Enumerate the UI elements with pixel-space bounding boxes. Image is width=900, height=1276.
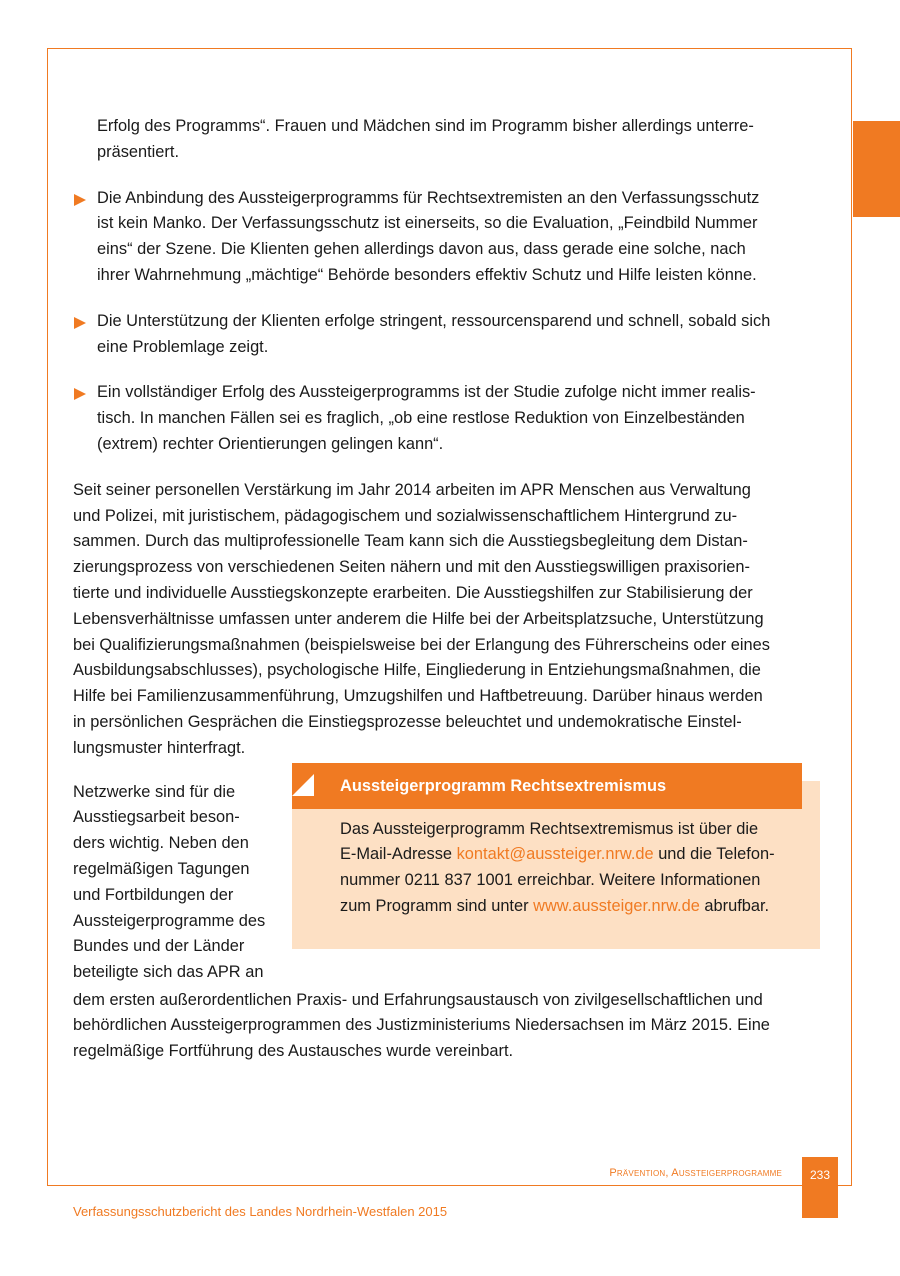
text-line: Die Unterstützung der Klienten erfolge stringent, ressourcensparend und schnell, sobald sich [97, 311, 771, 330]
email-link[interactable]: kontakt@aussteiger.nrw.de [456, 845, 654, 864]
text-segment: E-Mail-Adresse [340, 845, 457, 864]
text-line [340, 894, 815, 920]
text-line: zierungsprozess von verschiedenen Seiten nähern und mit den Ausstiegswilligen praxisorien- [73, 558, 750, 577]
text-line: Die Anbindung des Aussteigerprogramms für Rechtsextremisten an den Verfassungsschutz [97, 188, 760, 207]
footer-section-label [609, 1167, 782, 1179]
footer-report-title: Verfassungsschutzbericht des Landes Nordrhein-Westfalen 2015 [73, 1204, 448, 1219]
info-box [292, 776, 820, 949]
body-paragraph [73, 478, 803, 762]
text-line: Lebensverhältnisse umfassen unter anderem die Hilfe bei der Arbeitsplatzsuche, Unterstützung [73, 609, 764, 628]
text-line: Ein vollständiger Erfolg des Aussteigerprogramms ist der Studie zufolge nicht immer realis- [97, 383, 756, 402]
text-line: ist kein Manko. Der Verfassungsschutz ist einerseits, so die Evaluation, „Feindbild Nummer [97, 214, 758, 233]
text-line: nummer 0211 837 1001 erreichbar. Weitere Informationen [340, 871, 761, 890]
text-line: und Polizei, mit juristischem, pädagogischem und sozialwissenschaftlichem Hintergrund zu- [73, 506, 738, 525]
text-line: tisch. In manchen Fällen sei es fraglich, „ob eine restlose Reduktion von Einzelbeständen [97, 409, 745, 428]
text-line: eine Problemlage zeigt. [97, 337, 269, 356]
text-line: Erfolg des Programms“. Frauen und Mädchen sind im Programm bisher allerdings unterre- [97, 117, 754, 135]
text-line: lungsmuster hinterfragt. [73, 738, 246, 757]
text-segment: zum Programm sind unter [340, 896, 534, 915]
text-line: regelmäßige Fortführung des Austausches wurde vereinbart. [73, 1042, 514, 1061]
bullet-item [73, 309, 803, 361]
info-box-body [340, 817, 815, 920]
text-line [340, 842, 815, 868]
text-line: regelmäßigen Tagungen [73, 859, 250, 878]
website-link[interactable]: www.aussteiger.nrw.de [533, 896, 700, 915]
network-float-text [73, 780, 288, 986]
text-line: ders wichtig. Neben den [73, 834, 249, 853]
section-label-text: Prävention, Aussteigerprogramme [609, 1167, 782, 1179]
text-line: dem ersten außerordentlichen Praxis- und Erfahrungsaustausch von zivilgesellschaftlichen und [73, 990, 763, 1009]
main-content [73, 114, 803, 1065]
text-segment: abrufbar. [699, 896, 770, 915]
bullet-item [73, 186, 803, 289]
triangle-bullet-icon [74, 194, 86, 206]
bullet-item [73, 380, 803, 457]
info-box-header [292, 763, 802, 809]
info-box-title: Aussteigerprogramm Rechtsextremismus [340, 776, 667, 795]
text-line: und Fortbildungen der [73, 885, 234, 904]
triangle-bullet-icon [74, 317, 86, 329]
network-section [73, 776, 803, 988]
text-line: Ausstiegsarbeit beson- [73, 808, 240, 827]
text-line: tierte und individuelle Ausstiegskonzepte erarbeiten. Die Ausstiegshilfen zur Stabilisierung der [73, 583, 753, 602]
text-segment: und die Telefon- [653, 845, 775, 864]
page-number: 233 [809, 1168, 831, 1182]
text-line: eins“ der Szene. Die Klienten gehen allerdings davon aus, dass gerade eine solche, nach [97, 240, 746, 259]
text-line: in persönlichen Gesprächen die Einstiegsprozesse beleuchtet und undemokratische Einstel- [73, 712, 742, 731]
continuation-text [73, 114, 803, 166]
text-line: Seit seiner personellen Verstärkung im Jahr 2014 arbeiten im APR Menschen aus Verwaltung [73, 480, 751, 499]
text-line: beteiligte sich das APR an [73, 963, 264, 982]
corner-triangle-icon [292, 774, 314, 796]
network-tail-text [73, 988, 803, 1065]
page-number-box [802, 1157, 838, 1218]
chapter-side-tab [853, 121, 900, 217]
text-line: Das Aussteigerprogramm Rechtsextremismus ist über die [340, 819, 759, 838]
text-line: präsentiert. [97, 142, 179, 161]
text-line: Aussteigerprogramme des [73, 911, 266, 930]
text-line: bei Qualifizierungsmaßnahmen (beispielsweise bei der Erlangung des Führerscheins oder eines [73, 635, 770, 654]
text-line: Hilfe bei Familienzusammenführung, Umzugshilfen und Haftbetreuung. Darüber hinaus werden [73, 687, 763, 706]
text-line: Ausbildungsabschlusses), psychologische Hilfe, Eingliederung in Entziehungsmaßnahmen, die [73, 661, 761, 680]
text-line: Netzwerke sind für die [73, 782, 236, 801]
text-line: ihrer Wahrnehmung „mächtige“ Behörde besonders effektiv Schutz und Hilfe leisten könne. [97, 265, 757, 284]
text-line: Bundes und der Länder [73, 937, 245, 956]
text-line: (extrem) rechter Orientierungen gelingen kann“. [97, 434, 444, 453]
text-line: sammen. Durch das multiprofessionelle Team kann sich die Ausstiegsbegleitung dem Distan- [73, 532, 748, 551]
text-line: behördlichen Aussteigerprogrammen des Justizministeriums Niedersachsen im März 2015. Eine [73, 1016, 770, 1035]
triangle-bullet-icon [74, 388, 86, 400]
